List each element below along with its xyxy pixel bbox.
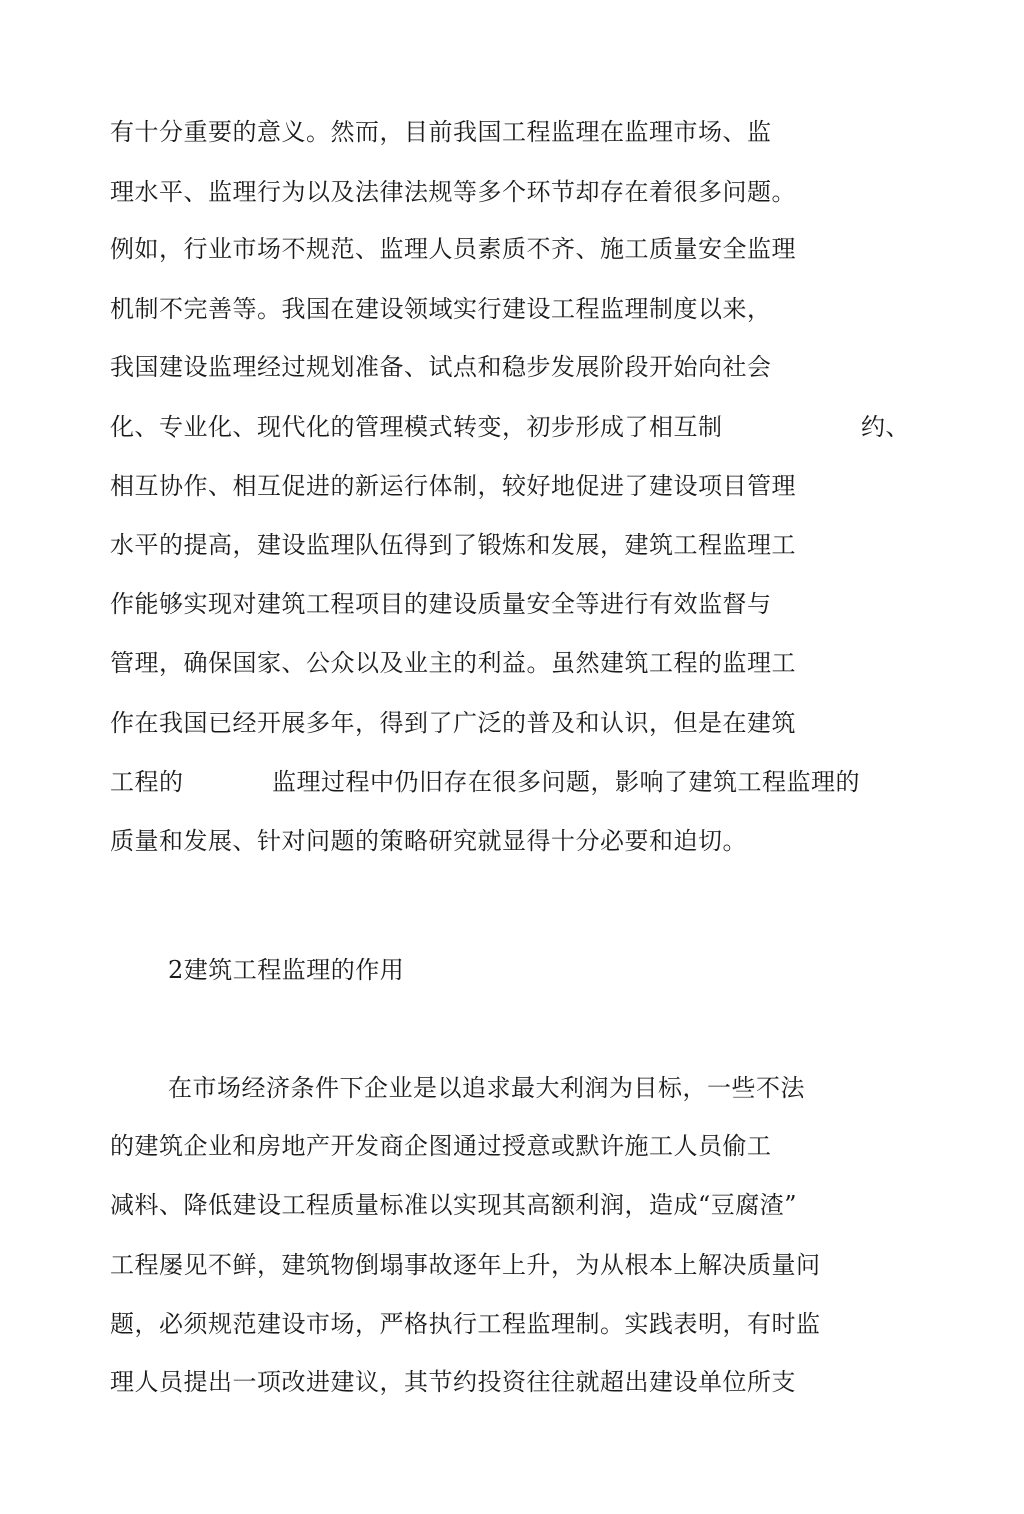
paragraph-line: 的建筑企业和房地产开发商企图通过授意或默许施工人员偷工 [110,1132,772,1160]
paragraph-line: 质量和发展、针对问题的策略研究就显得十分必要和迫切。 [110,827,747,855]
paragraph-line: 化、专业化、现代化的管理模式转变，初步形成了相互制 [110,413,723,441]
paragraph-line: 在市场经济条件下企业是以追求最大利润为目标，一些不法 [168,1074,805,1102]
paragraph-line: 工程的 [110,768,184,796]
paragraph-line: 减料、降低建设工程质量标准以实现其高额利润，造成“豆腐渣” [110,1191,798,1219]
paragraph-line: 作在我国已经开展多年，得到了广泛的普及和认识，但是在建筑 [110,709,796,737]
paragraph-line: 有十分重要的意义。然而，目前我国工程监理在监理市场、监 [110,118,772,146]
paragraph-line: 例如，行业市场不规范、监理人员素质不齐、施工质量安全监理 [110,235,796,263]
paragraph-line-fragment: 监理过程中仍旧存在很多问题，影响了建筑工程监理的 [272,768,860,796]
paragraph-line-fragment: 约、 [861,413,910,441]
section-heading: 2建筑工程监理的作用 [168,956,405,984]
paragraph-line: 题，必须规范建设市场，严格执行工程监理制。实践表明，有时监 [110,1310,821,1338]
paragraph-line: 机制不完善等。我国在建设领域实行建设工程监理制度以来， [110,295,772,323]
paragraph-line: 理人员提出一项改进建议，其节约投资往往就超出建设单位所支 [110,1368,796,1396]
paragraph-line: 作能够实现对建筑工程项目的建设质量安全等进行有效监督与 [110,590,772,618]
paragraph-line: 相互协作、相互促进的新运行体制，较好地促进了建设项目管理 [110,472,796,500]
paragraph-line: 水平的提高，建设监理队伍得到了锻炼和发展，建筑工程监理工 [110,531,796,559]
paragraph-line: 工程屡见不鲜，建筑物倒塌事故逐年上升，为从根本上解决质量问 [110,1251,821,1279]
paragraph-line: 我国建设监理经过规划准备、试点和稳步发展阶段开始向社会 [110,353,772,381]
paragraph-line: 理水平、监理行为以及法律法规等多个环节却存在着很多问题。 [110,178,796,206]
paragraph-line: 管理，确保国家、公众以及业主的利益。虽然建筑工程的监理工 [110,649,796,677]
